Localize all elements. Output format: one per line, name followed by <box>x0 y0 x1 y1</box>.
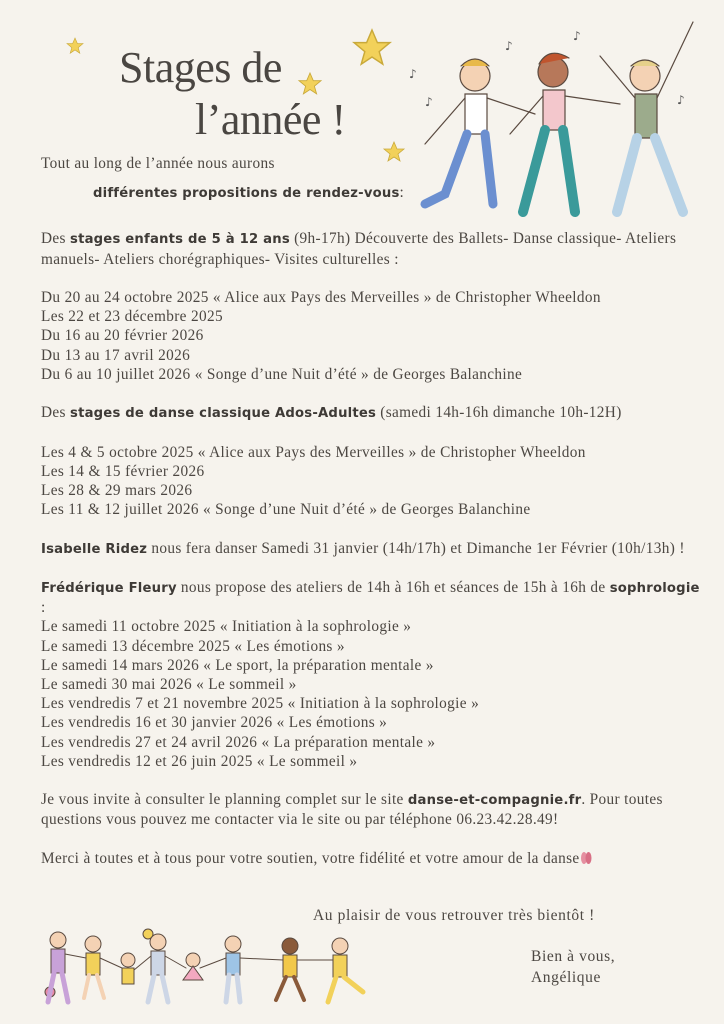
adults-date: Les 28 & 29 mars 2026 <box>41 482 193 499</box>
music-note-icon: ♪ <box>409 67 417 81</box>
kids-stages-intro <box>41 229 701 268</box>
intro-line2 <box>41 183 701 203</box>
sophro-date: Le samedi 13 décembre 2025 « Les émotions » <box>41 637 345 655</box>
kids-rest: (9h-17h) Découverte des Ballets- Danse classique- Ateliers manuels- Ateliers chorégraphiques- Visites culturelles : <box>41 230 677 268</box>
ballet-slippers-icon <box>580 851 592 865</box>
sophro-date: Le samedi 14 mars 2026 « Le sport, la préparation mentale » <box>41 656 434 674</box>
intro-line1: Tout au long de l’année nous aurons <box>41 155 275 172</box>
sophro-date: Le samedi 30 mai 2026 « Le sommeil » <box>41 676 297 693</box>
music-note-icon: ♪ <box>573 29 581 43</box>
sophro-date: Les vendredis 27 et 24 avril 2026 « La préparation mentale » <box>41 733 436 751</box>
kids-date: Les 22 et 23 décembre 2025 <box>41 308 223 326</box>
star-icon <box>67 38 83 53</box>
kids-bold: stages enfants de 5 à 12 ans <box>70 232 290 248</box>
website-link[interactable]: danse-et-compagnie.fr <box>407 793 582 809</box>
contact-rest: . Pour toutes questions vous pouvez me contacter via le site ou par téléphone 06.23.42.28.49! <box>41 791 663 829</box>
sophro-date: Les vendredis 12 et 26 juin 2025 « Le sommeil » <box>41 752 358 770</box>
sophro-date: Les vendredis 7 et 21 novembre 2025 « Initiation à la sophrologie » <box>41 695 480 713</box>
adults-date: Les 14 & 15 février 2026 <box>41 462 205 480</box>
signature-name: Angélique <box>531 969 601 986</box>
children-dancing-illustration <box>28 922 378 1012</box>
kids-date: Du 20 au 24 octobre 2025 « Alice aux Pays des Merveilles » de Christopher Wheeldon <box>41 289 601 306</box>
adults-bold: stages de danse classique Ados-Adultes <box>70 406 377 422</box>
kids-date: Du 16 au 20 février 2026 <box>41 327 204 345</box>
adults-date: Les 4 & 5 octobre 2025 « Alice aux Pays des Merveilles » de Christopher Wheeldon <box>41 443 586 461</box>
contact-prefix: Je vous invite à consulter le planning complet sur le site <box>41 791 408 809</box>
sophro-date: Le samedi 11 octobre 2025 « Initiation à la sophrologie » <box>41 618 412 636</box>
star-icon <box>299 73 321 94</box>
frederique-name: Frédérique Fleury <box>41 580 177 596</box>
frederique-rest: nous propose des ateliers de 14h à 16h et séances de 15h à 16h de <box>176 578 610 596</box>
kids-date: Du 6 au 10 juillet 2026 « Songe d’une Nuit d’été » de Georges Balanchine <box>41 365 523 383</box>
page-title-line2: l’année ! <box>195 95 346 144</box>
adults-rest: (samedi 14h-16h dimanche 10h-12H) <box>376 404 622 422</box>
page-title-line1: Stages de <box>119 43 282 92</box>
kids-date: Du 13 au 17 avril 2026 <box>41 346 191 364</box>
intro-bold: différentes propositions de rendez-vous <box>93 186 400 202</box>
adults-stages-intro <box>41 403 701 423</box>
thanks-paragraph <box>41 849 701 868</box>
contact-paragraph <box>41 790 701 829</box>
adults-date: Les 11 & 12 juillet 2026 « Songe d’une Nuit d’été » de Georges Balanchine <box>41 501 531 519</box>
closing-greeting: Bien à vous, <box>531 948 616 965</box>
star-icon <box>354 30 390 64</box>
music-note-icon: ♪ <box>425 95 433 109</box>
thanks-text: Merci à toutes et à tous pour votre soutien, votre fidélité et votre amour de la danse <box>41 849 580 867</box>
kids-prefix: Des <box>41 230 71 248</box>
frederique-paragraph <box>41 578 701 617</box>
closing-line: Au plaisir de vous retrouver très bientôt ! <box>313 907 595 924</box>
isabelle-rest: nous fera danser Samedi 31 janvier (14h/17h) et Dimanche 1er Février (10h/13h) ! <box>147 539 685 557</box>
frederique-end: : <box>41 599 46 617</box>
document-body <box>41 154 701 868</box>
isabelle-name: Isabelle Ridez <box>41 541 148 557</box>
adults-prefix: Des <box>41 404 71 422</box>
music-note-icon: ♪ <box>677 93 685 107</box>
sophro-date: Les vendredis 16 et 30 janvier 2026 « Les émotions » <box>41 714 388 732</box>
sophrologie-bold: sophrologie <box>609 580 700 596</box>
music-note-icon: ♪ <box>505 39 513 53</box>
intro-colon: : <box>399 184 405 202</box>
isabelle-paragraph <box>41 539 701 559</box>
